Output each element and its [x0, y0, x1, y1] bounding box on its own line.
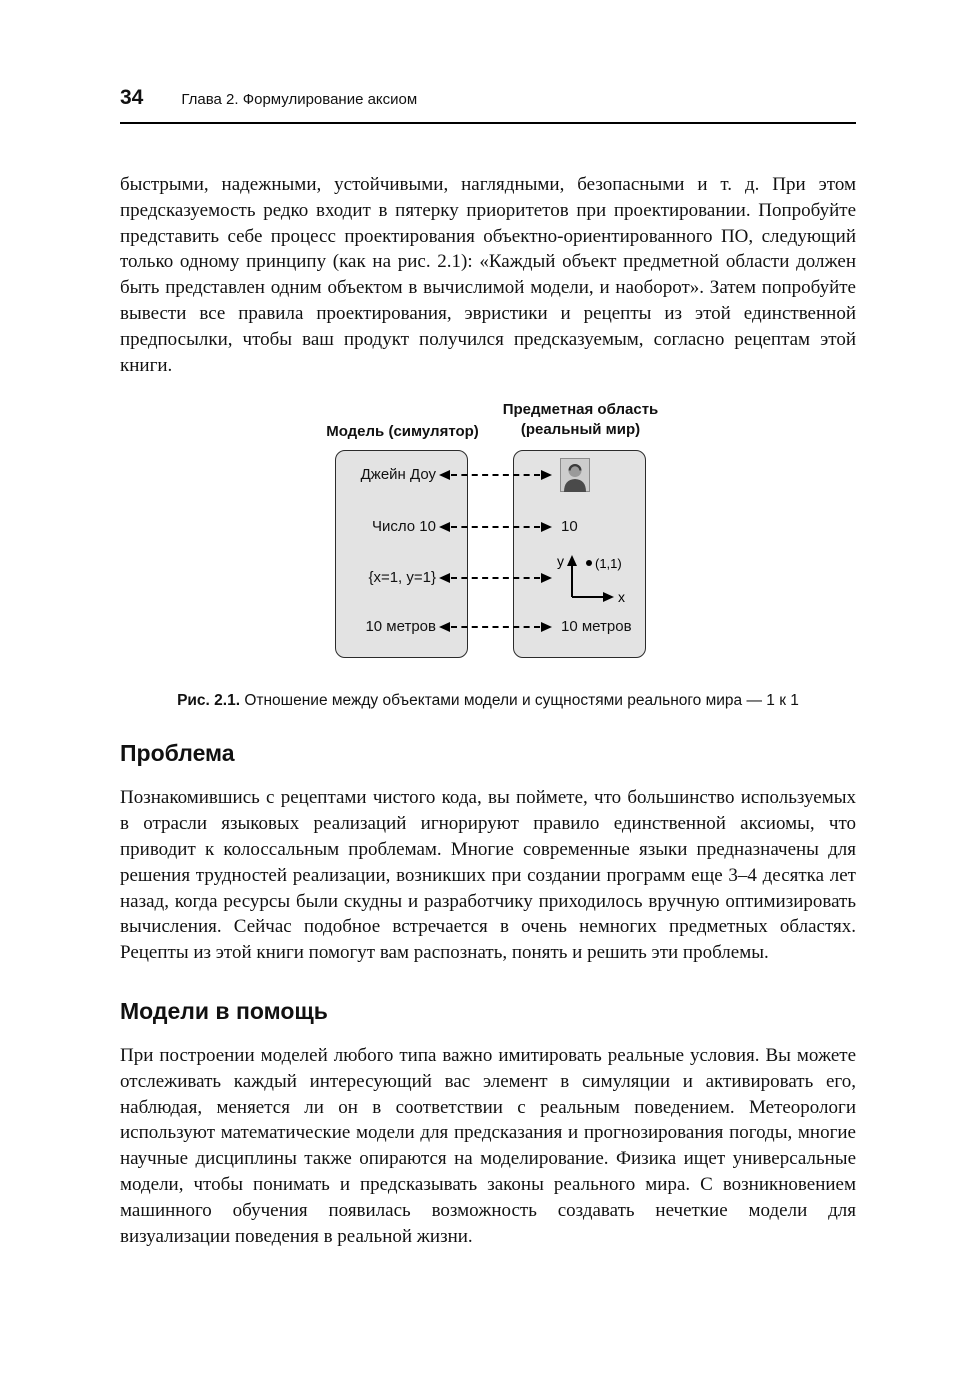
- model-item-meters: 10 метров: [365, 618, 436, 636]
- model-box-title: Модель (симулятор): [326, 423, 479, 441]
- y-axis-label: y: [557, 553, 564, 570]
- domain-box-title: [493, 400, 668, 440]
- figure-caption-text: Отношение между объектами модели и сущностями реального мира — 1 к 1: [240, 692, 799, 710]
- section-heading-problem: Проблема: [120, 740, 235, 767]
- mapping-dashed-line: [451, 626, 540, 628]
- arrow-right-icon: [541, 522, 552, 532]
- arrow-left-icon: [439, 622, 450, 632]
- figure-caption-label: Рис. 2.1.: [177, 692, 241, 710]
- arrow-right-icon: [541, 622, 552, 632]
- intro-paragraph: быстрыми, надежными, устойчивыми, наглядными, безопасными и т. д. При этом предсказуемость редко входит в пятерку приоритетов при проектировании. Попробуйте представить себе процесс проектирования объектно-ориентированного ПО, следующий только одному принципу (как на рис. 2.1): «Каждый объект предметной области должен быть представлен одним объектом в вычислимой модели, и наоборот». Затем попробуйте вывести все правила проектирования, эвристики и рецепты из этой единственной предпосылки, чтобы ваш продукт получился предсказуемым, согласно рецептам этой книги.: [120, 174, 856, 376]
- section-heading-models: Модели в помощь: [120, 997, 328, 1024]
- domain-box-title-line2: (реальный мир): [520, 421, 641, 439]
- arrow-left-icon: [439, 470, 450, 480]
- mapping-dashed-line: [451, 526, 540, 528]
- running-head: [120, 86, 856, 124]
- domain-item-meters: 10 метров: [561, 618, 632, 636]
- x-axis-label: x: [618, 589, 625, 606]
- figure-2-1: [120, 400, 856, 672]
- model-item-jane: Джейн Доу: [360, 466, 436, 484]
- arrow-right-icon: [541, 470, 552, 480]
- page-content: [120, 86, 856, 1249]
- person-icon: [560, 458, 590, 497]
- chapter-title: Глава 2. Формулирование аксиом: [181, 91, 418, 108]
- problem-paragraph: Познакомившись с рецептами чистого кода, вы поймете, что большинство используемых в отрасли языковых реализаций игнорируют правило единственной аксиомы, что приводит к колоссальным проблемам. Многие современные языки предназначены для решения трудностей реализации, возникших при создании программ еще 3–4 десятка лет назад, когда ресурсы были скудны и разработчику приходилось вручную оптимизировать вычисления. Сейчас подобное встречается в очень немногих предметных областях. Рецепты из этой книги помогут вам распознать, понять и решить эти проблемы.: [120, 787, 856, 964]
- arrow-left-icon: [439, 522, 450, 532]
- arrow-right-icon: [541, 573, 552, 583]
- model-item-number: Число 10: [372, 518, 436, 536]
- mapping-dashed-line: [451, 474, 540, 476]
- page-number: 34: [120, 86, 144, 109]
- coordinate-axes-icon: [556, 551, 630, 610]
- mapping-dashed-line: [451, 577, 540, 579]
- point-label: (1,1): [595, 556, 622, 572]
- domain-box-title-line1: Предметная область: [502, 401, 659, 419]
- model-item-point: {x=1, y=1}: [368, 569, 436, 587]
- models-paragraph: При построении моделей любого типа важно имитировать реальные условия. Вы можете отслеживать каждый интересующий вас элемент в симуляции и активировать его, наблюдая, меняется ли он в соответствии с реальным поведением. Метеорологи используют математические модели для предсказания и прогнозирования погоды, многие научные дисциплины также опираются на моделирование. Физика ищет универсальные модели, чтобы понимать и предсказывать законы реального мира. С возникновением машинного обучения появилась возможность создавать нечеткие модели для визуализации поведения в реальной жизни.: [120, 1044, 856, 1247]
- figure-caption: [120, 692, 856, 710]
- arrow-left-icon: [439, 573, 450, 583]
- domain-item-number: 10: [561, 518, 578, 536]
